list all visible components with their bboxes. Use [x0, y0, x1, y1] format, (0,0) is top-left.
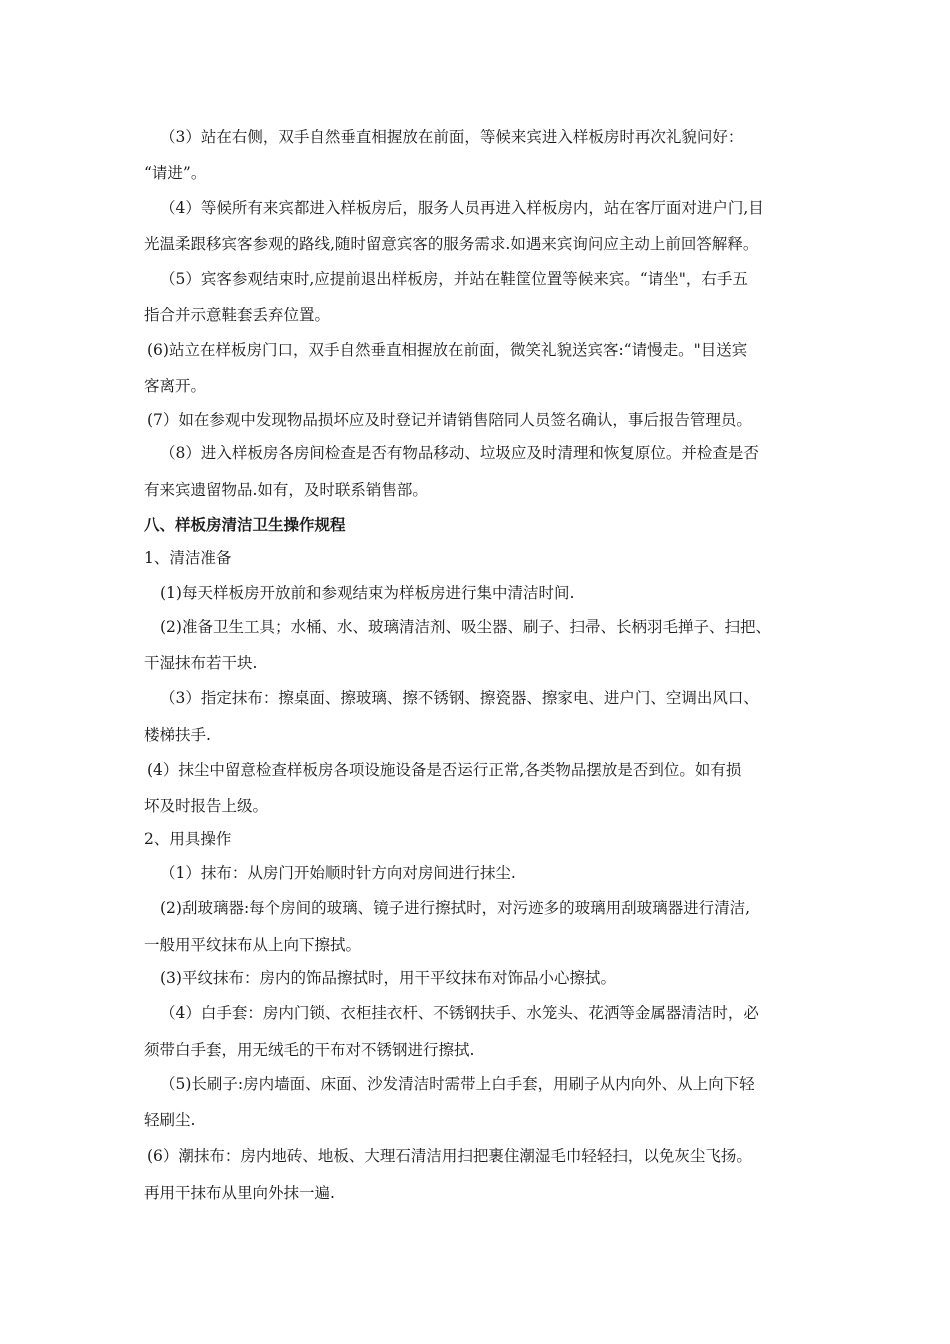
paragraph-line: (7）如在参观中发现物品损坏应及时登记并请销售陪同人员签名确认，事后报告管理员。 — [147, 411, 752, 429]
paragraph-line: 轻刷尘. — [144, 1111, 196, 1129]
paragraph-line: 有来宾遗留物品.如有，及时联系销售部。 — [144, 481, 428, 499]
paragraph-line: (2)准备卫生工具；水桶、水、玻璃清洁剂、吸尘器、刷子、扫帚、长柄羽毛掸子、扫把、 — [160, 618, 771, 636]
subsection-heading: 2、用具操作 — [144, 830, 232, 848]
paragraph-line: 坏及时报告上级。 — [144, 797, 269, 815]
paragraph-line: “请进”。 — [144, 164, 207, 182]
section-heading: 八、样板房清洁卫生操作规程 — [144, 515, 346, 534]
paragraph-line: 楼梯扶手. — [144, 726, 211, 744]
paragraph-line: 客离开。 — [144, 377, 207, 395]
paragraph-line: 再用干抹布从里向外抹一遍. — [144, 1184, 335, 1202]
paragraph-line: 干湿抹布若干块. — [144, 654, 258, 672]
paragraph-line: (6）潮抹布：房内地砖、地板、大理石清洁用扫把裹住潮湿毛巾轻轻扫，以免灰尘飞扬。 — [147, 1147, 752, 1165]
paragraph-line: （3）站在右侧，双手自然垂直相握放在前面，等候来宾进入样板房时再次礼貌问好： — [160, 128, 744, 146]
paragraph-line: 光温柔跟移宾客参观的路线,随时留意宾客的服务需求.如遇来宾询问应主动上前回答解释。 — [144, 235, 759, 253]
paragraph-line: (3)平纹抹布：房内的饰品擦拭时，用干平纹抹布对饰品小心擦拭。 — [160, 969, 616, 987]
subsection-heading: 1、清洁准备 — [144, 549, 232, 567]
paragraph-line: (6)站立在样板房门口，双手自然垂直相握放在前面，微笑礼貌送宾客:“请慢走。"目送宾 — [147, 341, 748, 359]
paragraph-line: (1)每天样板房开放前和参观结束为样板房进行集中清洁时间. — [160, 584, 575, 602]
paragraph-line: （5)长刷子:房内墙面、床面、沙发清洁时需带上白手套，用刷子从内向外、从上向下轻 — [160, 1075, 755, 1093]
paragraph-line: （4）白手套：房内门锁、衣柜挂衣杆、不锈钢扶手、水笼头、花洒等金属器清洁时，必 — [160, 1004, 759, 1022]
paragraph-line: （8）进入样板房各房间检查是否有物品移动、垃圾应及时清理和恢复原位。并检查是否 — [160, 444, 759, 462]
paragraph-line: 指合并示意鞋套丢弃位置。 — [144, 306, 331, 324]
paragraph-line: （3）指定抹布：擦桌面、擦玻璃、擦不锈钢、擦瓷器、擦家电、进户门、空调出风口、 — [160, 689, 759, 707]
paragraph-line: 须带白手套，用无绒毛的干布对不锈钢进行擦拭. — [144, 1041, 475, 1059]
paragraph-line: （1）抹布：从房门开始顺时针方向对房间进行抹尘. — [160, 864, 516, 882]
paragraph-line: 一般用平纹抹布从上向下擦拭。 — [144, 936, 362, 954]
paragraph-line: (4）抹尘中留意检查样板房各项设施设备是否运行正常,各类物品摆放是否到位。如有损 — [147, 761, 742, 779]
paragraph-line: （5）宾客参观结束时,应提前退出样板房，并站在鞋筐位置等候来宾。“请坐"，右手五 — [160, 270, 748, 288]
paragraph-line: (2)刮玻璃器:每个房间的玻璃、镜子进行擦拭时，对污迹多的玻璃用刮玻璃器进行清洁, — [160, 899, 751, 917]
paragraph-line: （4）等候所有来宾都进入样板房后，服务人员再进入样板房内，站在客厅面对进户门,目 — [160, 199, 764, 217]
